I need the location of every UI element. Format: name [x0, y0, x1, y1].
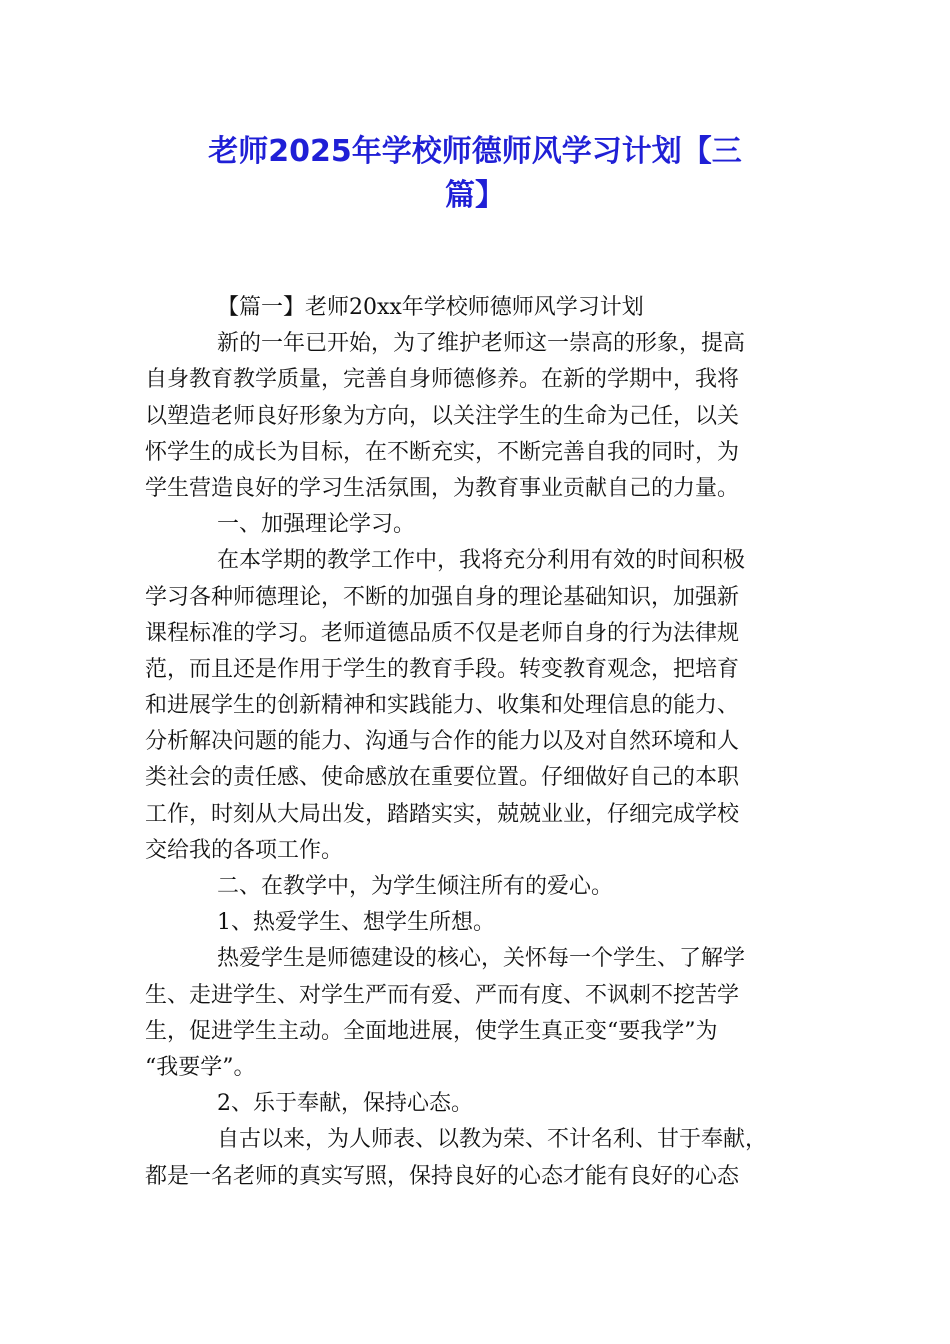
body-line: 热爱学生是师德建设的核心，关怀每一个学生、了解学	[217, 946, 746, 972]
body-line: 学生营造良好的学习生活氛围，为教育事业贡献自己的力量。	[145, 475, 740, 501]
body-line: 一、加强理论学习。	[217, 512, 416, 538]
body-line: 都是一名老师的真实写照，保持良好的心态才能有良好的心态	[145, 1163, 740, 1189]
body-line: 在本学期的教学工作中，我将充分利用有效的时间积极	[217, 548, 746, 574]
body-line: 学习各种师德理论，不断的加强自身的理论基础知识，加强新	[145, 584, 740, 610]
body-line: 自身教育教学质量，完善自身师德修养。在新的学期中，我将	[145, 367, 740, 393]
document-title-line-1: 老师2025年学校师德师风学习计划【三	[208, 134, 742, 169]
body-line: 工作，时刻从大局出发，踏踏实实，兢兢业业，仔细完成学校	[145, 801, 740, 827]
document-title-line-2: 篇】	[445, 178, 505, 213]
body-line: 怀学生的成长为目标，在不断充实，不断完善自我的同时，为	[145, 439, 740, 465]
document-body	[145, 290, 805, 1195]
body-line: 生，促进学生主动。全面地进展，使学生真正变“要我学”为	[145, 1018, 718, 1044]
body-line: 2、乐于奉献，保持心态。	[217, 1091, 473, 1117]
body-line: 自古以来，为人师表、以教为荣、不计名利、甘于奉献，	[217, 1127, 768, 1153]
body-line: 课程标准的学习。老师道德品质不仅是老师自身的行为法律规	[145, 620, 740, 646]
body-line: 二、在教学中，为学生倾注所有的爱心。	[217, 874, 614, 899]
body-line: 交给我的各项工作。	[145, 837, 344, 863]
body-line: 1、热爱学生、想学生所想。	[217, 910, 495, 936]
body-line: 范，而且还是作用于学生的教育手段。转变教育观念，把培育	[145, 656, 740, 682]
body-line: 分析解决问题的能力、沟通与合作的能力以及对自然环境和人	[145, 729, 740, 755]
body-line: “我要学”。	[145, 1054, 256, 1080]
body-line: 新的一年已开始，为了维护老师这一崇高的形象，提高	[217, 331, 746, 357]
body-line: 【篇一】老师20xx年学校师德师风学习计划	[217, 295, 644, 320]
body-line: 以塑造老师良好形象为方向，以关注学生的生命为己任，以关	[145, 403, 740, 429]
body-line: 和进展学生的创新精神和实践能力、收集和处理信息的能力、	[145, 693, 740, 719]
body-line: 类社会的责任感、使命感放在重要位置。仔细做好自己的本职	[145, 765, 740, 791]
body-line: 生、走进学生、对学生严而有爱、严而有度、不讽刺不挖苦学	[145, 982, 740, 1008]
